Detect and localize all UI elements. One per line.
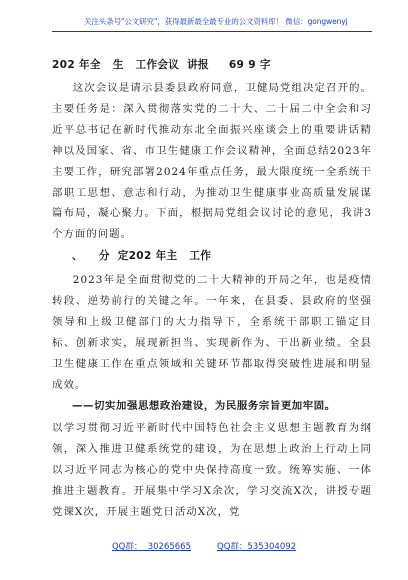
subsection-heading: ——切实加强思想政治建设，为民服务宗旨更加牢固。 xyxy=(72,400,336,412)
header-banner: 关注头条号"公文研究"，获得最新最全最专业的公文资料库！ 微信：gongwenyj xyxy=(84,17,348,26)
paragraph-review: 2023年是全面贯彻党的二十大精神的开局之年，也是疫情转段、逆势前行的关键之年。一年来，在县委、县政府的坚强领导和上级卫健部门的大力指导下，全系统干部职工锚定目标、创新求实，展现新担当、实现新作为、干出新业绩。全县卫生健康工作在重点领域和关键环节都取得突破性进展和明显成效。 xyxy=(52,274,372,391)
section-heading: 、 分 定202 年主 工作 xyxy=(72,250,212,262)
document-title: 202 年全 生 工作会议 讲报 69 9 字 xyxy=(52,59,271,71)
qq-group-link-1[interactable]: QQ群： 30265665 xyxy=(111,542,191,552)
header-divider xyxy=(52,31,372,32)
paragraph-detail: 以学习贯彻习近平新时代中国特色社会主义思想主题教育为纲领，深入推进卫健系统党的建设，为在思想上政治上行动上同以习近平同志为核心的党中央保持高度一致。统筹实施、一体推进主题教育。开展集中学习X余次，学习交流X次，讲授专题党课X次，开展主题党日活动X次，党 xyxy=(52,422,372,518)
qq-group-link-2[interactable]: QQ群：535304092 xyxy=(217,542,297,552)
footer-contact xyxy=(0,540,408,552)
paragraph-intro: 这次会议是请示县委县政府同意，卫健局党组决定召开的。主要任务是：深入贯彻落实党的二十大、二十届二中全会和习近平总书记在新时代推动东北全面振兴座谈会上的重要讲话精神以及国家、省、市卫生健康工作会议精神，全面总结2023年主要工作，研究部署2024年重点任务，最大限度统一全系统干部职工思想、意志和行动，为推动卫生健康事业高质量发展谋篇布局，凝心聚力。下面，根据局党组会议讨论的意见，我讲3个方面的问题。 xyxy=(52,82,372,241)
